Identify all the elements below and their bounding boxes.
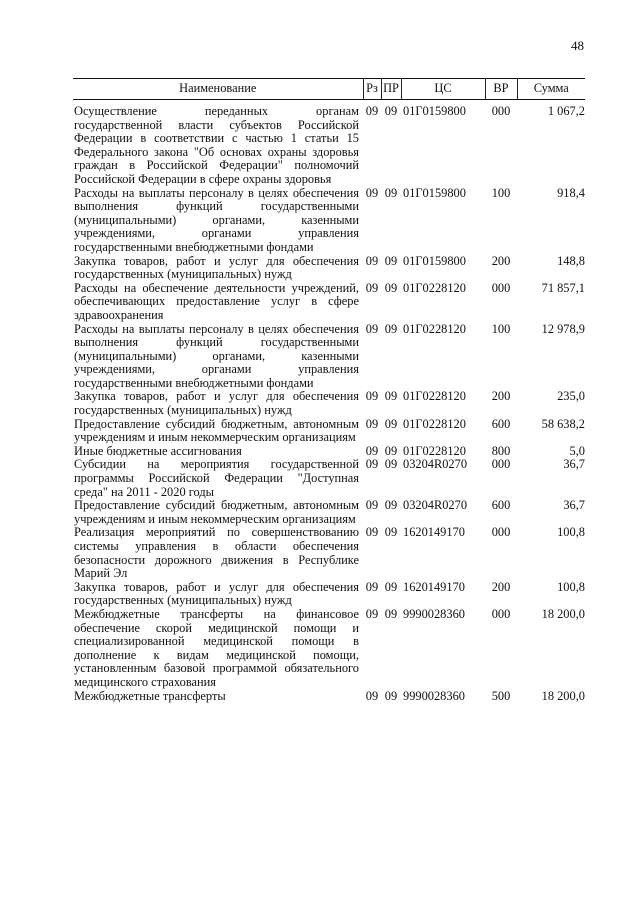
cell-pr: 09 (384, 104, 398, 118)
cell-rz: 09 (365, 280, 379, 295)
cell-rz: 09 (365, 457, 379, 472)
cell-sum: 36,7 (563, 498, 585, 513)
table-row (73, 418, 585, 445)
cell-rz: 09 (365, 525, 379, 540)
table-row (73, 690, 585, 704)
cell-cs: 01Г0228120 (403, 280, 466, 295)
cell-rz: 09 (365, 579, 379, 594)
cell-name: Расходы на выплаты персоналу в целях обеспечения выполнения функций государственными (муниципальными) органами, казенными учреждениями, органами управления государственными внебюджетными фондами (74, 321, 359, 390)
cell-cs: 03204R0270 (403, 498, 468, 513)
cell-cs: 1620149170 (403, 525, 465, 540)
cell-vr: 000 (491, 104, 511, 118)
table-body (73, 100, 585, 704)
cell-vr: 500 (491, 688, 511, 703)
cell-vr: 100 (491, 185, 511, 200)
cell-name: Закупка товаров, работ и услуг для обеспечения государственных (муниципальных) нужд (74, 579, 359, 608)
cell-rz: 09 (365, 606, 379, 621)
table-row (73, 282, 585, 323)
cell-sum: 148,8 (557, 253, 585, 268)
table-row (73, 255, 585, 282)
cell-vr: 800 (491, 443, 511, 458)
cell-name: Предоставление субсидий бюджетным, автономным учреждениям и иным некоммерческим организациям (74, 416, 359, 445)
cell-name: Предоставление субсидий бюджетным, автономным учреждениям и иным некоммерческим организациям (74, 498, 359, 526)
cell-vr: 100 (491, 321, 511, 336)
header-rz: Рз (363, 79, 381, 100)
table-row (73, 100, 585, 187)
cell-sum: 18 200,0 (541, 606, 585, 621)
cell-rz: 09 (365, 498, 379, 513)
cell-cs: 01Г0228120 (403, 389, 466, 404)
cell-sum: 36,7 (563, 457, 585, 472)
cell-pr: 09 (384, 579, 398, 594)
cell-vr: 000 (491, 525, 511, 540)
cell-rz: 09 (365, 185, 379, 200)
cell-pr: 09 (384, 253, 398, 268)
cell-sum: 12 978,9 (541, 321, 585, 336)
table-row (73, 458, 585, 499)
table-row (73, 445, 585, 459)
cell-pr: 09 (384, 498, 398, 513)
cell-pr: 09 (384, 443, 398, 458)
cell-cs: 01Г0228120 (403, 443, 466, 458)
cell-rz: 09 (365, 416, 379, 431)
cell-sum: 918,4 (557, 185, 585, 200)
cell-rz: 09 (365, 253, 379, 268)
page-number: 48 (571, 38, 584, 53)
cell-pr: 09 (384, 416, 398, 431)
table-row (73, 608, 585, 690)
table-row (73, 499, 585, 526)
cell-vr: 600 (491, 416, 511, 431)
cell-vr: 200 (491, 579, 511, 594)
cell-sum: 100,8 (557, 525, 585, 540)
cell-name: Осуществление переданных органам государственной власти субъектов Российской Федерации в соответствии с частью 1 статьи 15 Федерального закона "Об основах охраны здоровья граждан в Российской Федерации" полномочий Российской Федерации в сфере охраны здоровья (74, 104, 359, 186)
cell-cs: 01Г0228120 (403, 416, 466, 431)
cell-name: Субсидии на мероприятия государственной программы Российской Федерации "Доступная среда" на 2011 - 2020 годы (74, 457, 359, 499)
cell-pr: 09 (384, 457, 398, 472)
cell-pr: 09 (384, 280, 398, 295)
table-row (73, 187, 585, 255)
cell-rz: 09 (365, 104, 379, 118)
cell-cs: 03204R0270 (403, 457, 468, 472)
table-row (73, 390, 585, 417)
cell-name: Расходы на обеспечение деятельности учреждений, обеспечивающих предоставление услуг в сфере здравоохранения (74, 280, 359, 322)
cell-cs: 9990028360 (403, 688, 465, 703)
cell-cs: 9990028360 (403, 606, 465, 621)
cell-vr: 600 (491, 498, 511, 513)
cell-name: Межбюджетные трансферты (74, 688, 226, 703)
cell-pr: 09 (384, 525, 398, 540)
cell-pr: 09 (384, 321, 398, 336)
cell-name: Иные бюджетные ассигнования (74, 443, 242, 458)
cell-cs: 01Г0159800 (403, 253, 466, 268)
cell-rz: 09 (365, 443, 379, 458)
cell-sum: 71 857,1 (541, 280, 585, 295)
cell-vr: 000 (491, 280, 511, 295)
header-pr: ПР (381, 79, 401, 100)
cell-name: Межбюджетные трансферты на финансовое обеспечение скорой медицинской помощи и специализированной медицинской помощи в дополнение к видам медицинской помощи, установленным базовой программой обязательного медицинского страхования (74, 606, 359, 689)
header-name: Наименование (73, 79, 363, 100)
header-vr: ВР (485, 79, 517, 100)
cell-pr: 09 (384, 389, 398, 404)
cell-cs: 1620149170 (403, 579, 465, 594)
budget-table (73, 78, 585, 703)
cell-vr: 200 (491, 389, 511, 404)
cell-cs: 01Г0159800 (403, 185, 466, 200)
cell-cs: 01Г0159800 (403, 104, 466, 118)
cell-sum: 235,0 (557, 389, 585, 404)
cell-vr: 000 (491, 457, 511, 472)
cell-rz: 09 (365, 389, 379, 404)
table-header-row (73, 79, 585, 100)
cell-name: Закупка товаров, работ и услуг для обеспечения государственных (муниципальных) нужд (74, 253, 359, 282)
cell-rz: 09 (365, 688, 379, 703)
cell-name: Реализация мероприятий по совершенствованию системы управления в области обеспечения безопасности дорожного движения в Республике Марий Эл (74, 525, 359, 581)
cell-cs: 01Г0228120 (403, 321, 466, 336)
table-row (73, 323, 585, 391)
header-sum: Сумма (517, 79, 585, 100)
cell-rz: 09 (365, 321, 379, 336)
cell-sum: 5,0 (569, 443, 585, 458)
cell-sum: 100,8 (557, 579, 585, 594)
header-cs: ЦС (401, 79, 485, 100)
cell-sum: 1 067,2 (547, 104, 585, 118)
cell-name: Расходы на выплаты персоналу в целях обеспечения выполнения функций государственными (муниципальными) органами, казенными учреждениями, органами управления государственными внебюджетными фондами (74, 185, 359, 254)
cell-sum: 18 200,0 (541, 688, 585, 703)
cell-vr: 200 (491, 253, 511, 268)
cell-pr: 09 (384, 606, 398, 621)
cell-vr: 000 (491, 606, 511, 621)
cell-pr: 09 (384, 688, 398, 703)
cell-name: Закупка товаров, работ и услуг для обеспечения государственных (муниципальных) нужд (74, 389, 359, 418)
table-row (73, 526, 585, 580)
cell-sum: 58 638,2 (541, 416, 585, 431)
table-row (73, 581, 585, 608)
cell-pr: 09 (384, 185, 398, 200)
